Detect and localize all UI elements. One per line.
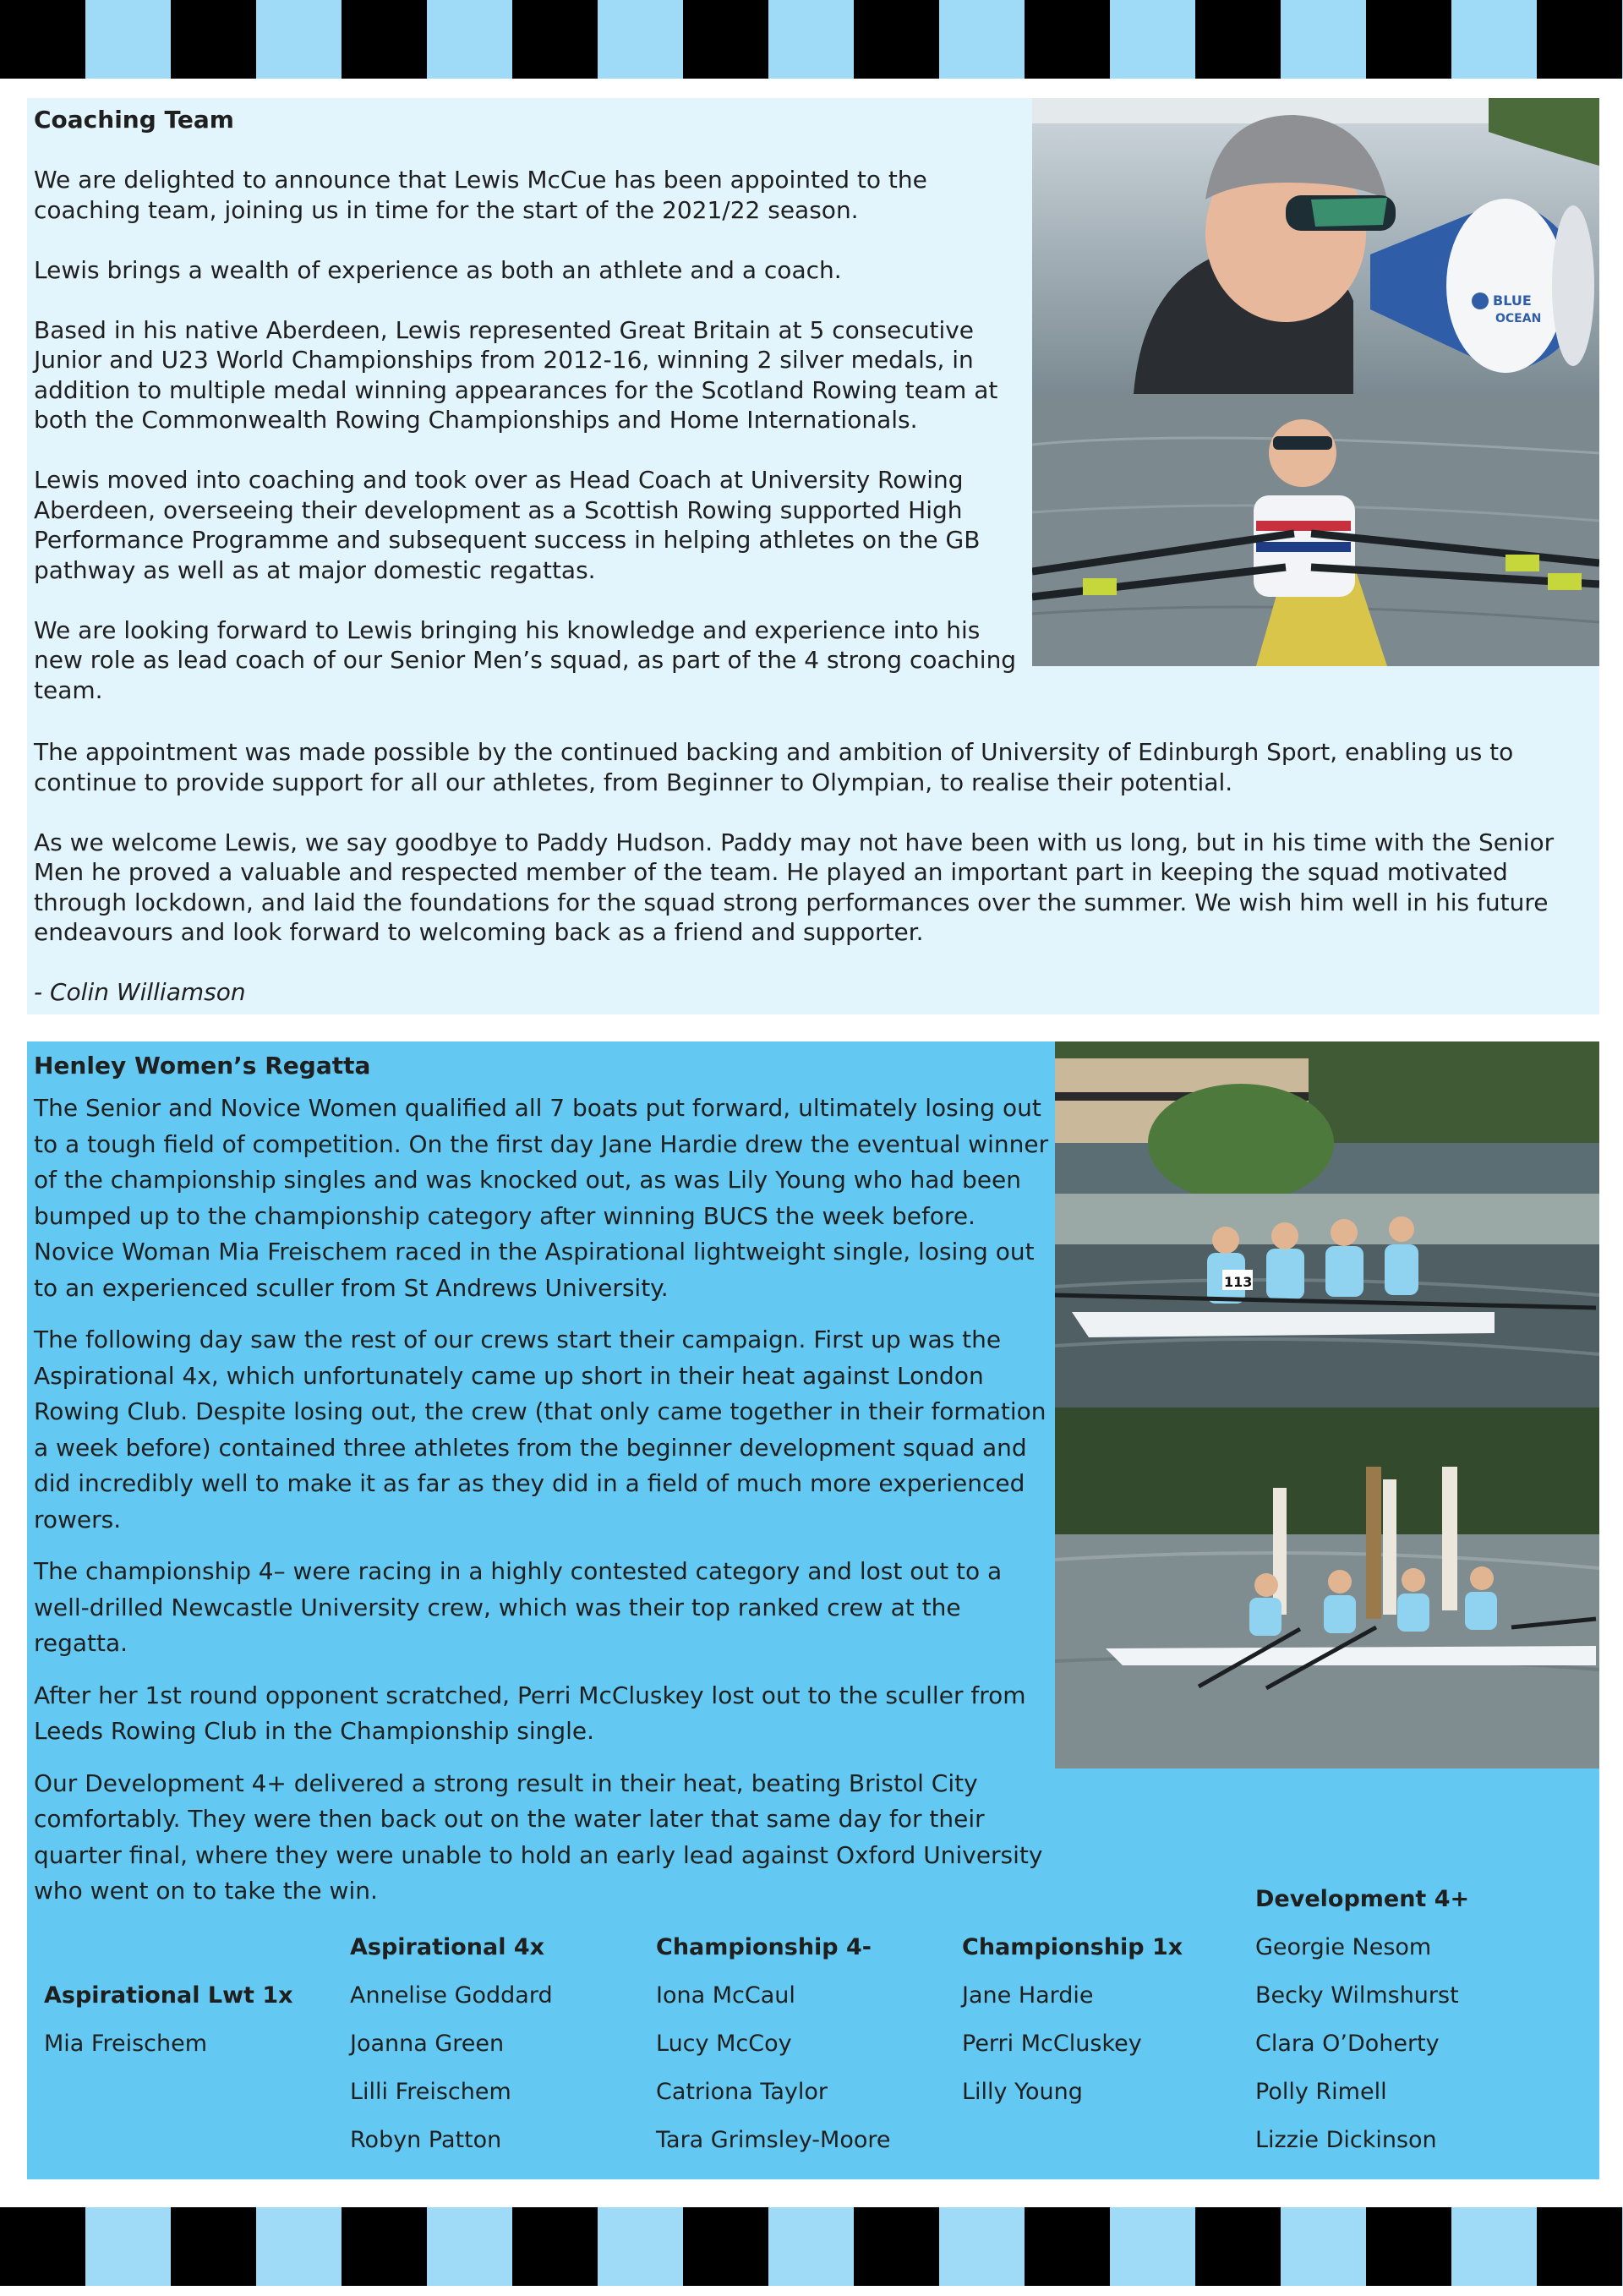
henley-paragraph: Our Development 4+ delivered a strong result in their heat, beating Bristol City comfortably. They were then back out on the water later that same day for their quarter final, where they were unable to hold an early lead against Oxford University who went on to take the win. — [34, 1768, 1043, 1905]
crew-championship-1x — [962, 1923, 1183, 2116]
crew-member: Becky Wilmshurst — [1255, 1982, 1459, 2009]
crew-member: Georgie Nesom — [1255, 1934, 1432, 1960]
henley-text — [34, 1048, 1061, 1926]
megaphone-brand-2: OCEAN — [1495, 312, 1542, 325]
coaching-paragraph: Lewis moved into coaching and took over as Head Coach at University Rowing Aberdeen, overseeing their development as a Scottish Rowing supported High Performance Programme and subsequent success in helping athletes on the GB pathway as well as at major domestic regattas. — [34, 466, 981, 584]
megaphone-brand-1: BLUE — [1493, 292, 1532, 309]
crew-member: Lilly Young — [962, 2079, 1083, 2105]
coaching-paragraph: As we welcome Lewis, we say goodbye to Paddy Hudson. Paddy may not have been with us long, but in his time with the Senior Men he proved a valuable and respected member of the team. He played an important part in keeping the squad motivated through lockdown, and laid the foundations for the squad strong performances over the summer. We wish him well in his future endeavours and look forward to welcoming back as a friend and supporter. — [34, 828, 1555, 946]
decorative-stripe-bottom — [0, 2207, 1623, 2286]
crew-member: Tara Grimsley-Moore — [656, 2127, 891, 2153]
crew-member: Annelise Goddard — [350, 1982, 553, 2009]
coaching-title: Coaching Team — [34, 106, 234, 134]
photo-henley-crew-rear — [1055, 1041, 1599, 1408]
crew-member: Joanna Green — [350, 2031, 505, 2057]
coaching-paragraph: We are delighted to announce that Lewis McCue has been appointed to the coaching team, joining us in time for the start of the 2021/22 season. — [34, 166, 927, 224]
crew-heading: Championship 1x — [962, 1934, 1183, 1960]
bow-number: 113 — [1224, 1274, 1253, 1290]
crew-member: Jane Hardie — [962, 1982, 1094, 2009]
crew-member: Mia Freischem — [44, 2031, 208, 2057]
coaching-paragraph: Lewis brings a wealth of experience as both an athlete and a coach. — [34, 255, 842, 284]
coaching-paragraph: The appointment was made possible by the continued backing and ambition of University of Edinburgh Sport, enabling us to continue to provide support for all our athletes, from Beginner to Olympian, to realise their potential. — [34, 738, 1514, 796]
henley-paragraph: The following day saw the rest of our crews start their campaign. First up was the Aspirational 4x, which unfortunately came up short in their heat against London Rowing Club. Despite losing out, the crew (that only came together in their formation a week before) contained three athletes from the beginner development squad and did incredibly well to make it as far as they did in a field of much more experienced rowers. — [34, 1326, 1046, 1533]
crew-member: Lucy McCoy — [656, 2031, 792, 2057]
henley-paragraph: The championship 4– were racing in a highly contested category and lost out to a well-drilled Newcastle University crew, which was their top ranked crew at the regatta. — [34, 1557, 1003, 1657]
crew-member: Robyn Patton — [350, 2127, 502, 2153]
crew-heading: Aspirational Lwt 1x — [44, 1982, 293, 2009]
crew-heading: Development 4+ — [1255, 1886, 1470, 1912]
crew-member: Clara O’Doherty — [1255, 2031, 1440, 2057]
crew-member: Polly Rimell — [1255, 2079, 1387, 2105]
coaching-text-wide — [34, 737, 1593, 1037]
crew-aspirational-4x — [350, 1923, 553, 2164]
photo-henley-crew-side — [1055, 1408, 1599, 1768]
coaching-paragraph: We are looking forward to Lewis bringing his knowledge and experience into his new role as lead coach of our Senior Men’s squad, as part of the 4 strong coaching team. — [34, 615, 1017, 704]
henley-paragraph: The Senior and Novice Women qualified all 7 boats put forward, ultimately losing out to a tough field of competition. On the first day Jane Hardie drew the eventual winner of the championship singles and was knocked out, as was Lily Young who had been bumped up to the championship category after winning BUCS the week before. Novice Woman Mia Freischem raced in the Aspirational lightweight single, losing out to an experienced sculler from St Andrews University. — [34, 1094, 1049, 1302]
coaching-signature: - Colin Williamson — [34, 978, 246, 1006]
coaching-text — [34, 105, 1036, 735]
photo-men-rowing — [1032, 394, 1599, 666]
crew-member: Perri McCluskey — [962, 2031, 1142, 2057]
crew-heading: Championship 4- — [656, 1934, 872, 1960]
henley-paragraph: After her 1st round opponent scratched, Perri McCluskey lost out to the sculler from Leeds Rowing Club in the Championship single. — [34, 1681, 1026, 1745]
crew-member: Lilli Freischem — [350, 2079, 511, 2105]
coaching-paragraph: Based in his native Aberdeen, Lewis represented Great Britain at 5 consecutive Junior and U23 World Championships from 2012-16, winning 2 silver medals, in addition to multiple medal winning appearances for the Scotland Rowing team at both the Commonwealth Rowing Championships and Home Internationals. — [34, 315, 998, 434]
crew-championship-4-minus — [656, 1923, 891, 2164]
crew-development-4-plus — [1255, 1875, 1469, 2164]
crew-member: Iona McCaul — [656, 1982, 795, 2009]
decorative-stripe-top — [0, 0, 1623, 79]
crew-aspirational-lwt-1x — [44, 1971, 293, 2068]
photo-coach-megaphone — [1032, 98, 1599, 394]
crew-heading: Aspirational 4x — [350, 1934, 545, 1960]
henley-title: Henley Women’s Regatta — [34, 1052, 371, 1080]
crew-member: Catriona Taylor — [656, 2079, 828, 2105]
crew-member: Lizzie Dickinson — [1255, 2127, 1437, 2153]
